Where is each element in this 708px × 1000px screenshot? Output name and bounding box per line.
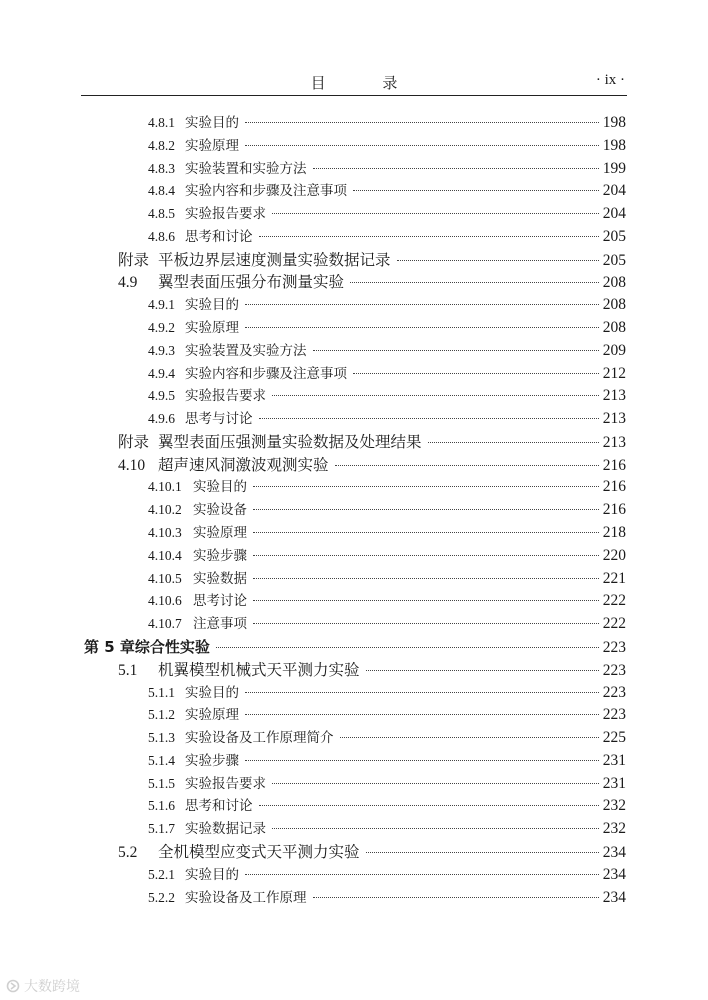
toc-entry-title: 实验装置及实验方法 bbox=[185, 342, 307, 359]
toc-entry-label bbox=[148, 180, 347, 202]
dot-leader bbox=[313, 897, 599, 898]
toc-entry-title: 实验原理 bbox=[185, 137, 239, 154]
toc-entry bbox=[148, 180, 626, 202]
toc-entry-label bbox=[148, 317, 239, 339]
toc-entry bbox=[148, 522, 626, 544]
toc-entry-number: 4.8.2 bbox=[148, 137, 175, 153]
toc-entry-number: 5.2.2 bbox=[148, 889, 175, 905]
toc-entry-page: 234 bbox=[602, 865, 626, 883]
toc-entry-label bbox=[148, 887, 307, 909]
toc-entry-title: 实验内容和步骤及注意事项 bbox=[185, 183, 347, 200]
dot-leader bbox=[272, 783, 599, 784]
toc-entry-label bbox=[148, 773, 266, 795]
toc-entry-number: 4.9.5 bbox=[148, 388, 175, 404]
toc-entry-label bbox=[118, 431, 422, 454]
toc-entry bbox=[148, 294, 626, 316]
toc-entry-number: 4.10.3 bbox=[148, 525, 182, 541]
toc-entry-title: 思考和讨论 bbox=[185, 798, 253, 815]
dot-leader bbox=[245, 874, 599, 875]
dot-leader bbox=[253, 532, 599, 533]
dot-leader bbox=[313, 168, 599, 169]
toc-entry-page: 221 bbox=[602, 569, 626, 587]
toc-entry-label bbox=[148, 545, 247, 567]
toc-entry-label bbox=[148, 226, 253, 248]
toc-entry-page: 218 bbox=[602, 524, 626, 542]
toc-entry-number: 5.1.2 bbox=[148, 707, 175, 723]
toc-entry-title: 实验报告要求 bbox=[185, 206, 266, 223]
toc-entry-number: 4.9.6 bbox=[148, 411, 175, 427]
toc-entry-label bbox=[148, 135, 239, 157]
toc-entry-page: 208 bbox=[602, 274, 626, 292]
toc-entry-title: 机翼模型机械式天平测力实验 bbox=[158, 660, 360, 679]
toc-entry-title: 实验原理 bbox=[193, 525, 247, 542]
toc-entry-number: 4.9.2 bbox=[148, 320, 175, 336]
toc-entry-page: 223 bbox=[602, 683, 626, 701]
toc-entry-number: 附录 bbox=[118, 433, 150, 451]
toc-entry-page: 213 bbox=[602, 387, 626, 405]
toc-entry-label bbox=[148, 385, 266, 407]
toc-entry-title: 平板边界层速度测量实验数据记录 bbox=[158, 250, 391, 269]
dot-leader bbox=[245, 145, 599, 146]
header-title: 目 录 bbox=[310, 74, 424, 92]
toc-entry-number: 4.9.4 bbox=[148, 365, 175, 381]
dot-leader bbox=[353, 190, 599, 191]
toc-entry-page: 204 bbox=[602, 182, 626, 200]
toc-entry-number: 第 5 章 bbox=[84, 637, 135, 656]
toc-entry bbox=[148, 727, 626, 749]
toc-entry-page: 212 bbox=[602, 364, 626, 382]
toc-entry-label bbox=[118, 271, 344, 294]
toc-entry-number: 4.10.6 bbox=[148, 593, 182, 609]
dot-leader bbox=[259, 418, 599, 419]
toc-entry-title: 翼型表面压强分布测量实验 bbox=[158, 273, 345, 292]
toc-entry-number: 4.10 bbox=[118, 456, 146, 474]
toc-entry bbox=[148, 476, 626, 498]
toc-entry-page: 209 bbox=[602, 341, 626, 359]
toc-entry bbox=[148, 545, 626, 567]
toc-entry-title: 翼型表面压强测量实验数据及处理结果 bbox=[158, 432, 422, 451]
toc-entry-label bbox=[148, 522, 247, 544]
toc-entry-label bbox=[148, 568, 247, 590]
toc-entry bbox=[148, 773, 626, 795]
toc-entry bbox=[118, 271, 626, 293]
dot-leader bbox=[245, 122, 599, 123]
toc-entry-label bbox=[148, 750, 239, 772]
toc-entry-page: 208 bbox=[602, 319, 626, 337]
dot-leader bbox=[245, 760, 599, 761]
toc-entry-number: 5.1 bbox=[118, 661, 138, 679]
toc-entry-label bbox=[148, 704, 239, 726]
dot-leader bbox=[253, 555, 599, 556]
toc-entry-label bbox=[148, 727, 334, 749]
toc-entry bbox=[148, 203, 626, 225]
toc-entry-page: 213 bbox=[602, 410, 626, 428]
toc-entry-label bbox=[84, 636, 210, 658]
toc-entry-number: 4.10.5 bbox=[148, 570, 182, 586]
toc-entry bbox=[118, 431, 626, 453]
toc-entry-label bbox=[148, 158, 307, 180]
toc-entry-page: 205 bbox=[602, 251, 626, 269]
toc-entry-number: 4.9.1 bbox=[148, 297, 175, 313]
toc-entry-title: 实验数据 bbox=[193, 570, 247, 587]
toc-entry bbox=[148, 568, 626, 590]
dot-leader bbox=[259, 236, 599, 237]
toc-entry bbox=[148, 613, 626, 635]
toc-entry bbox=[148, 340, 626, 362]
toc-entry bbox=[148, 887, 626, 909]
toc-entry-page: 220 bbox=[602, 546, 626, 564]
toc-entry-title: 实验原理 bbox=[185, 320, 239, 337]
dot-leader bbox=[353, 373, 599, 374]
toc-entry-number: 4.8.3 bbox=[148, 160, 175, 176]
dot-leader bbox=[245, 304, 599, 305]
toc-entry bbox=[148, 226, 626, 248]
dot-leader bbox=[216, 647, 599, 648]
toc-entry-title: 综合性实验 bbox=[134, 637, 210, 656]
dot-leader bbox=[245, 714, 599, 715]
toc-entry-title: 实验目的 bbox=[193, 479, 247, 496]
toc-entry-page: 223 bbox=[602, 706, 626, 724]
dot-leader bbox=[253, 509, 599, 510]
toc-entry-number: 5.1.6 bbox=[148, 798, 175, 814]
toc-entry-title: 实验步骤 bbox=[185, 752, 239, 769]
toc-entry-label bbox=[118, 841, 360, 864]
toc-entry-label bbox=[148, 795, 253, 817]
toc-entry-label bbox=[148, 340, 307, 362]
toc-entry-page: 231 bbox=[602, 774, 626, 792]
dot-leader bbox=[340, 737, 599, 738]
toc-entry bbox=[148, 112, 626, 134]
toc-entry-label bbox=[148, 408, 253, 430]
toc-entry-page: 216 bbox=[602, 478, 626, 496]
toc-entry-label bbox=[148, 476, 247, 498]
toc-entry-label bbox=[148, 112, 239, 134]
toc-entry-number: 4.10.7 bbox=[148, 616, 182, 632]
toc-entry-page: 223 bbox=[602, 661, 626, 679]
toc-entry-page: 232 bbox=[602, 820, 626, 838]
toc-entry-number: 5.1.5 bbox=[148, 775, 175, 791]
toc-entry-page: 198 bbox=[602, 114, 626, 131]
toc-entry-page: 204 bbox=[602, 205, 626, 223]
toc-entry-label bbox=[118, 659, 360, 682]
toc-entry bbox=[148, 590, 626, 612]
toc-entry-label bbox=[148, 590, 247, 612]
watermark bbox=[6, 976, 80, 996]
watermark-text: 大数跨境 bbox=[24, 979, 80, 995]
watermark-logo-icon bbox=[6, 979, 20, 993]
header-rule bbox=[81, 95, 627, 96]
toc-entry-label bbox=[148, 613, 247, 635]
dot-leader bbox=[253, 623, 599, 624]
dot-leader bbox=[428, 442, 599, 443]
toc-entry-number: 4.10.1 bbox=[148, 479, 182, 495]
toc-entry-page: 234 bbox=[602, 888, 626, 906]
toc-entry-label bbox=[148, 203, 266, 225]
toc-entry bbox=[118, 249, 626, 271]
dot-leader bbox=[272, 395, 599, 396]
toc-entry bbox=[118, 841, 626, 863]
toc-entry-title: 思考与讨论 bbox=[185, 411, 253, 428]
toc-entry-label bbox=[148, 818, 266, 840]
dot-leader bbox=[313, 350, 599, 351]
toc-entry-title: 实验设备 bbox=[193, 502, 247, 519]
toc-entry-number: 5.2 bbox=[118, 843, 138, 861]
toc-entry-number: 4.8.5 bbox=[148, 206, 175, 222]
toc-entry-label bbox=[118, 249, 391, 272]
toc-entry-title: 实验装置和实验方法 bbox=[185, 160, 307, 177]
toc-entry-label bbox=[148, 363, 347, 385]
toc-entry bbox=[118, 659, 626, 681]
toc-entry bbox=[118, 454, 626, 476]
dot-leader bbox=[253, 600, 599, 601]
toc-entry bbox=[84, 636, 626, 658]
toc-entry-page: 222 bbox=[602, 615, 626, 633]
toc-entry bbox=[148, 750, 626, 772]
toc-entry-title: 实验数据记录 bbox=[185, 821, 266, 838]
toc-entry-number: 5.1.1 bbox=[148, 684, 175, 700]
toc-entry bbox=[148, 317, 626, 339]
toc-entry-title: 实验报告要求 bbox=[185, 775, 266, 792]
toc-entry-label bbox=[148, 682, 239, 704]
toc-entry-title: 实验步骤 bbox=[193, 547, 247, 564]
header-page-number: · ix · bbox=[595, 72, 625, 88]
toc-entry-page: 213 bbox=[602, 433, 626, 451]
toc-entry-number: 4.8.6 bbox=[148, 228, 175, 244]
toc-entry-number: 4.9 bbox=[118, 274, 138, 292]
dot-leader bbox=[335, 465, 599, 466]
toc-entry bbox=[148, 158, 626, 180]
toc-entry-number: 5.1.3 bbox=[148, 730, 175, 746]
toc-entry-page: 216 bbox=[602, 501, 626, 519]
dot-leader bbox=[253, 578, 599, 579]
toc-entry-page: 199 bbox=[602, 159, 626, 177]
toc-entry-number: 5.2.1 bbox=[148, 866, 175, 882]
toc-entry bbox=[148, 499, 626, 521]
toc-entry-title: 实验原理 bbox=[185, 707, 239, 724]
toc-entry-title: 思考和讨论 bbox=[185, 228, 253, 245]
toc-entry bbox=[148, 818, 626, 840]
toc-entry-title: 实验目的 bbox=[185, 297, 239, 314]
toc-entry-title: 实验内容和步骤及注意事项 bbox=[185, 365, 347, 382]
page-header bbox=[81, 72, 627, 94]
toc-entry-title: 实验目的 bbox=[185, 866, 239, 883]
toc-entry-page: 208 bbox=[602, 296, 626, 314]
dot-leader bbox=[272, 828, 599, 829]
toc-entry-number: 4.10.4 bbox=[148, 547, 182, 563]
toc-entry-title: 超声速风洞激波观测实验 bbox=[158, 455, 329, 474]
toc-entry-number: 5.1.4 bbox=[148, 752, 175, 768]
toc-entry-page: 205 bbox=[602, 227, 626, 245]
dot-leader bbox=[259, 805, 599, 806]
toc-entry-page: 231 bbox=[602, 751, 626, 769]
toc-entry bbox=[148, 682, 626, 704]
toc-entry-number: 4.10.2 bbox=[148, 502, 182, 518]
toc-entry-page: 222 bbox=[602, 592, 626, 610]
dot-leader bbox=[350, 282, 599, 283]
toc-entry bbox=[148, 704, 626, 726]
toc-entry-title: 实验目的 bbox=[185, 684, 239, 701]
toc-entry bbox=[148, 385, 626, 407]
toc-entry-label bbox=[148, 294, 239, 316]
toc-entry-title: 实验报告要求 bbox=[185, 388, 266, 405]
toc-entry-title: 全机模型应变式天平测力实验 bbox=[158, 842, 360, 861]
toc-entry-label bbox=[148, 499, 247, 521]
toc-entry-page: 198 bbox=[602, 136, 626, 154]
toc-entry-page: 225 bbox=[602, 729, 626, 747]
toc-entry bbox=[148, 795, 626, 817]
toc-entry-number: 附录 bbox=[118, 251, 150, 269]
dot-leader bbox=[253, 486, 599, 487]
toc-entry-number: 4.9.3 bbox=[148, 342, 175, 358]
toc-entry-page: 216 bbox=[602, 456, 626, 474]
toc-entry-label bbox=[148, 864, 239, 886]
dot-leader bbox=[366, 670, 599, 671]
dot-leader bbox=[245, 327, 599, 328]
toc-entry bbox=[148, 363, 626, 385]
dot-leader bbox=[366, 852, 599, 853]
toc-entry-page: 234 bbox=[602, 843, 626, 861]
toc-entry bbox=[148, 135, 626, 157]
dot-leader bbox=[397, 260, 599, 261]
toc-entry bbox=[148, 864, 626, 886]
toc-entry-number: 4.8.4 bbox=[148, 183, 175, 199]
toc-entry-title: 注意事项 bbox=[193, 616, 247, 633]
toc-entry-title: 实验设备及工作原理简介 bbox=[185, 730, 334, 747]
toc-entry-page: 223 bbox=[602, 638, 626, 656]
dot-leader bbox=[245, 692, 599, 693]
toc-entry-number: 4.8.1 bbox=[148, 115, 175, 130]
toc-entry bbox=[148, 408, 626, 430]
toc-entry-title: 思考讨论 bbox=[193, 593, 247, 610]
toc-entry-title: 实验设备及工作原理 bbox=[185, 889, 307, 906]
dot-leader bbox=[272, 213, 599, 214]
toc-entry-title: 实验目的 bbox=[185, 115, 239, 131]
toc-entry-label bbox=[118, 454, 329, 477]
toc-entry-page: 232 bbox=[602, 797, 626, 815]
toc-entry-number: 5.1.7 bbox=[148, 821, 175, 837]
